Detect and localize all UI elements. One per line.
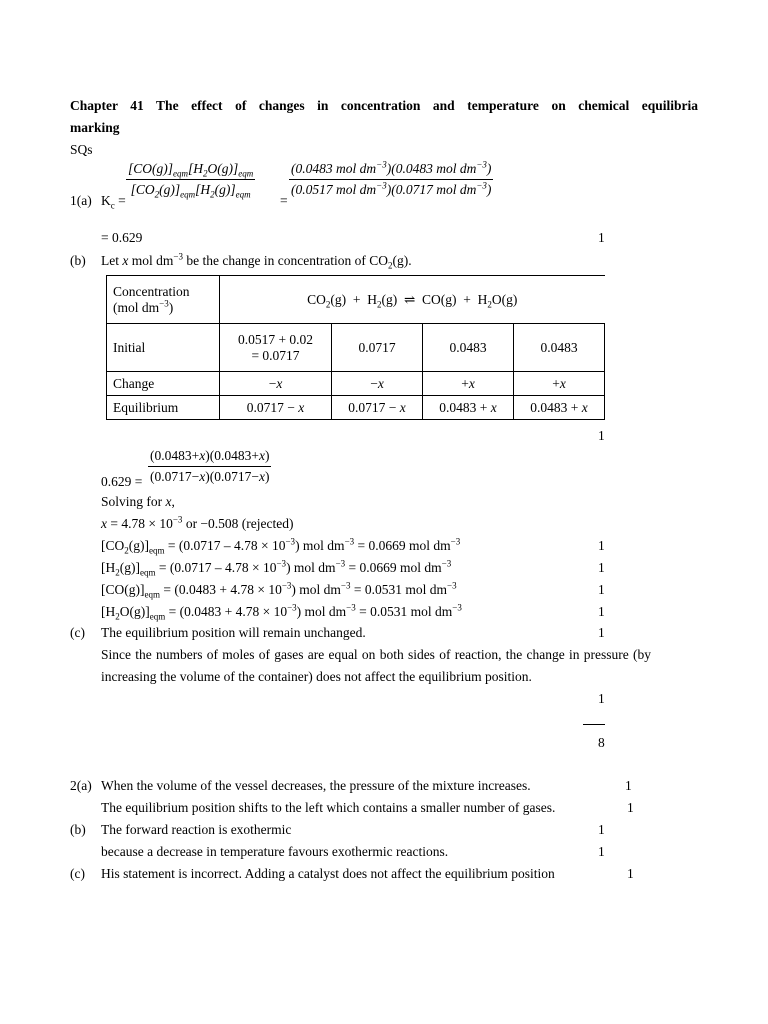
result-co2: $[CO_2(g)]_{eqm} = (0.0717 - 4.78 \times 10^{-3})$ mol $dm^{-3} = 0.0669$ mol $dm^{-3}$	[101, 536, 461, 556]
total-rule	[583, 724, 605, 725]
equals-sign: =	[280, 193, 288, 208]
section-label: SQs	[70, 142, 93, 157]
cell: −x	[332, 372, 423, 396]
mark: 1	[598, 538, 605, 553]
mark: 1	[598, 428, 605, 443]
kc-values-fraction	[289, 161, 493, 198]
mark: 1	[598, 230, 605, 245]
cell: +x	[514, 372, 605, 396]
kc-symbolic-fraction	[126, 161, 255, 198]
cell: 0.0717	[332, 324, 423, 372]
solve-fraction	[148, 448, 271, 485]
mark: 1	[598, 582, 605, 597]
cell: 0.0483 + x	[423, 396, 514, 420]
q2b-text2: because a decrease in temperature favours exothermic reactions.	[101, 844, 449, 859]
cell: 0.0717 − x	[220, 396, 332, 420]
kc-values-denominator: (0.0517 mol $dm^{-3})(0.0717$ mol $dm^{-3}$)	[291, 180, 492, 197]
mark: 1	[598, 822, 605, 837]
q1c-text2: Since the numbers of moles of gases are equal on both sides of reaction, the change in pressure (by increasing the volume of the container) does not affect the equilibrium position.	[101, 647, 651, 684]
row-label-equilibrium: Equilibrium	[107, 396, 220, 420]
q1b-label: (b)	[70, 253, 86, 268]
kc-symbolic-numerator: $[CO(g)]_{eqm}[H_2O(g)]_{eqm}$	[128, 161, 254, 179]
cell: 0.0483	[423, 324, 514, 372]
row-label-change: Change	[107, 372, 220, 396]
q2c-text: His statement is incorrect. Adding a catalyst does not affect the equilibrium position	[101, 866, 555, 881]
total-marks: 8	[598, 735, 605, 750]
cell: 0.0517 + 0.02 = 0.0717	[220, 324, 332, 372]
q2b-text1: The forward reaction is exothermic	[101, 822, 292, 837]
mark: 1	[627, 866, 634, 881]
ice-reaction: $CO_2(g) + H_2(g)$ ⇌ $CO(g) + H_2O(g)$	[220, 276, 605, 324]
result-co: $[CO(g)]_{eqm} = (0.0483 + 4.78 \times 10^{-3})$ mol $dm^{-3} = 0.0531$ mol $dm^{-3}$	[101, 580, 457, 600]
mark: 1	[625, 778, 632, 793]
q1b-text: Let x mol $dm^{-3}$ be the change in concentration of $CO_2(g)$.	[101, 251, 412, 271]
mark: 1	[598, 560, 605, 575]
kc-values-numerator: (0.0483 mol $dm^{-3})(0.0483$ mol $dm^{-3}$)	[289, 161, 493, 180]
table-row	[107, 372, 605, 396]
solve-denominator: (0.0717−x)(0.0717−x)	[150, 469, 270, 484]
ice-table	[106, 275, 605, 420]
kc-symbol: $K_c$ =	[101, 193, 126, 211]
cell: 0.0483 + x	[514, 396, 605, 420]
q2b-label: (b)	[70, 822, 86, 837]
solve-lhs: 0.629 =	[101, 474, 143, 489]
q2a-label: 2(a)	[70, 778, 92, 793]
mark: 1	[598, 691, 605, 706]
chapter-title: Chapter 41 The effect of changes in concentration and temperature on chemical equilibria	[70, 98, 698, 113]
cell: 0.0717 − x	[332, 396, 423, 420]
table-row	[107, 324, 605, 372]
mark: 1	[598, 604, 605, 619]
solve-numerator: (0.0483+x)(0.0483+x)	[148, 448, 271, 467]
kc-result: = 0.629	[101, 230, 143, 245]
table-row	[107, 396, 605, 420]
cell: −x	[220, 372, 332, 396]
solving-text: Solving for x,	[101, 494, 175, 509]
mark: 1	[598, 844, 605, 859]
mark: 1	[598, 625, 605, 640]
chapter-subtitle: marking	[70, 120, 120, 135]
q2a-text1: When the volume of the vessel decreases, the pressure of the mixture increases.	[101, 778, 531, 793]
q1c-text1: The equilibrium position will remain unchanged.	[101, 625, 366, 640]
ice-header-label: Concentration (mol $dm^{-3}$)	[107, 276, 220, 324]
mark: 1	[627, 800, 634, 815]
kc-symbolic-denominator: $[CO_2(g)]_{eqm}[H_2(g)]_{eqm}$	[130, 182, 251, 200]
x-value: $x = 4.78 \times 10^{-3}$ or −0.508 (rejected)	[101, 514, 294, 531]
result-h2o: $[H_2O(g)]_{eqm} = (0.0483 + 4.78 \times 10^{-3})$ mol $dm^{-3} = 0.0531$ mol $dm^{-3}$	[101, 602, 462, 622]
cell: +x	[423, 372, 514, 396]
q1a-label: 1(a)	[70, 193, 92, 208]
q2a-text2: The equilibrium position shifts to the left which contains a smaller number of gases.	[101, 800, 556, 815]
row-label-initial: Initial	[107, 324, 220, 372]
q1c-label: (c)	[70, 625, 85, 640]
cell: 0.0483	[514, 324, 605, 372]
result-h2: $[H_2(g)]_{eqm} = (0.0717 - 4.78 \times 10^{-3})$ mol $dm^{-3} = 0.0669$ mol $dm^{-3}$	[101, 558, 452, 578]
q2c-label: (c)	[70, 866, 85, 881]
